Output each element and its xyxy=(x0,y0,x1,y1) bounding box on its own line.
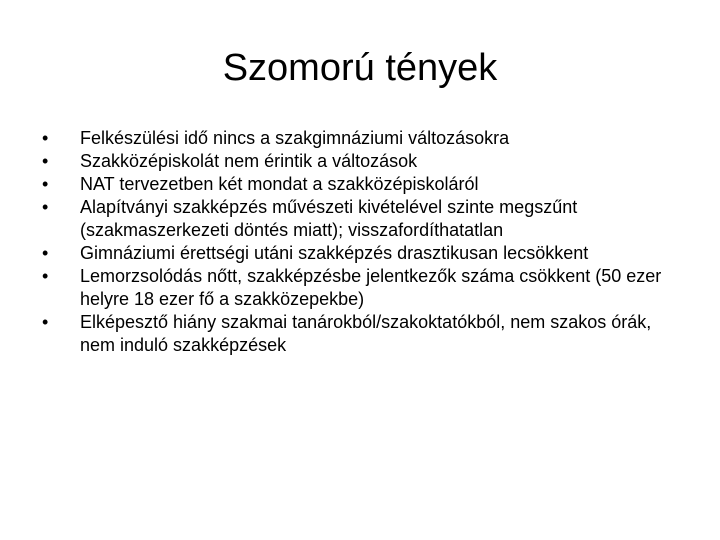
bullet-item: • Elképesztő hiány szakmai tanárokból/szakoktatókból, nem szakos órák, nem induló szakképzések xyxy=(62,311,682,357)
bullet-item: • Alapítványi szakképzés művészeti kivételével szinte megszűnt (szakmaszerkezeti döntés miatt); visszafordíthatatlan xyxy=(62,196,682,242)
bullet-list xyxy=(62,127,682,357)
bullet-item: • Felkészülési idő nincs a szakgimnáziumi változásokra xyxy=(62,127,682,150)
bullet-item: • Lemorzsolódás nőtt, szakképzésbe jelentkezők száma csökkent (50 ezer helyre 18 ezer fő a szakközepekbe) xyxy=(62,265,682,311)
bullet-item: • NAT tervezetben két mondat a szakközépiskoláról xyxy=(62,173,682,196)
bullet-item: • Szakközépiskolát nem érintik a változások xyxy=(62,150,682,173)
bullet-item: • Gimnáziumi érettségi utáni szakképzés drasztikusan lecsökkent xyxy=(62,242,682,265)
slide-title: Szomorú tények xyxy=(222,47,498,89)
